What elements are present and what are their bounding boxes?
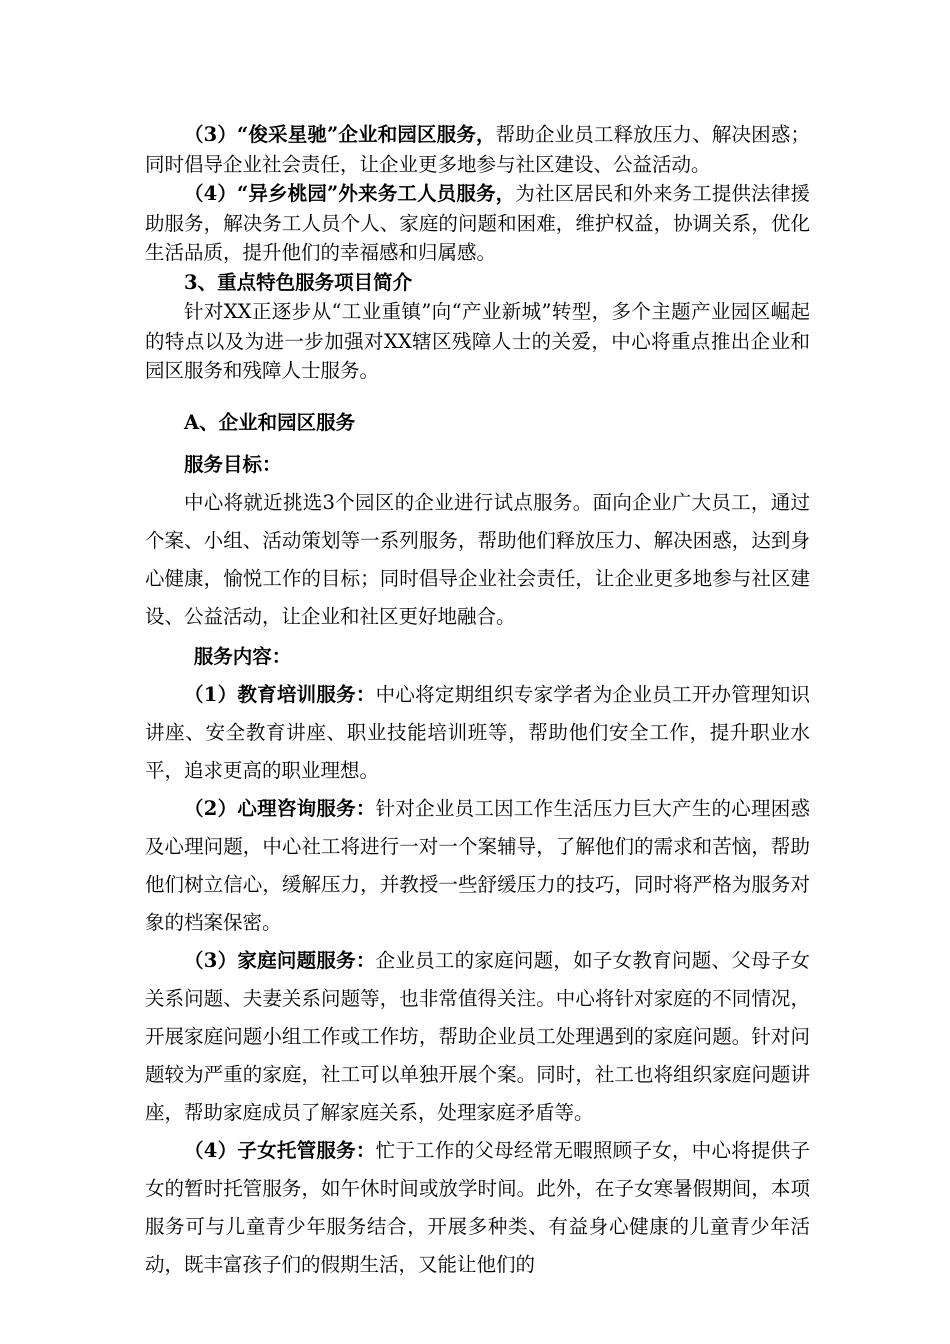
- content-item-2-body: 针对企业员工因工作生活压力巨大产生的心理困惑及心理问题，中心社工将进行一对一个案辅导，了解他们的需求和苦恼，帮助他们树立信心，缓解压力，并教授一些舒缓压力的技巧，同时将严格为服务对象的档案保密。: [145, 796, 810, 934]
- content-item-3-body: 企业员工的家庭问题，如子女教育问题、父母子女关系问题、夫妻关系问题等，也非常值得关注。中心将针对家庭的不同情况，开展家庭问题小组工作或工作坊，帮助企业员工处理遇到的家庭问题。针对问题较为严重的家庭，社工可以单独开展个案。同时，社工也将组织家庭问题讲座，帮助家庭成员了解家庭关系，处理家庭矛盾等。: [145, 948, 810, 1124]
- document-page: [145, 120, 810, 1284]
- service-item-3-lead: （3）“俊采星驰”企业和园区服务，: [184, 123, 496, 146]
- content-item-3: [145, 942, 810, 1132]
- section-3-intro: 针对XX正逐步从“工业重镇”向“产业新城”转型，多个主题产业园区崛起的特点以及为进一步加强对XX辖区残障人士的关爱，中心将重点推出企业和园区服务和残障人士服务。: [145, 300, 810, 382]
- content-item-4-lead: （4）子女托管服务：: [184, 1138, 376, 1162]
- content-item-3-lead: （3）家庭问题服务：: [184, 948, 376, 972]
- service-item-4-lead: （4）“异乡桃园”外来务工人员服务，: [184, 182, 516, 205]
- content-item-2-lead: （2）心理咨询服务：: [184, 796, 376, 820]
- section-3-heading: 3、重点特色服务项目简介: [184, 270, 413, 294]
- service-item-3: [145, 120, 810, 179]
- content-item-1-lead: （1）教育培训服务：: [184, 682, 376, 706]
- top-section: [145, 120, 810, 386]
- content-item-2: [145, 790, 810, 942]
- service-content-label: 服务内容：: [193, 644, 292, 668]
- content-item-4: [145, 1132, 810, 1284]
- service-item-4-body: 为社区居民和外来务工提供法律援助服务，解决务工人员个人、家庭的问题和困难，维护权益，协调关系，优化生活品质，提升他们的幸福感和归属感。: [145, 182, 810, 264]
- content-item-1: [145, 676, 810, 790]
- section-a-title: A、企业和园区服务: [184, 410, 356, 434]
- service-item-3-body: 帮助企业员工释放压力、解决困惑；同时倡导企业社会责任，让企业更多地参与社区建设、公益活动。: [145, 123, 810, 176]
- service-goal-label: 服务目标：: [184, 452, 282, 476]
- content-item-4-body: 忙于工作的父母经常无暇照顾子女，中心将提供子女的暂时托管服务，如午休时间或放学时间。此外，在子女寒暑假期间，本项服务可与儿童青少年服务结合，开展多种类、有益身心健康的儿童青少年活动，既丰富孩子们的假期生活，又能让他们的: [145, 1138, 810, 1276]
- content-item-1-body: 中心将定期组织专家学者为企业员工开办管理知识讲座、安全教育讲座、职业技能培训班等，帮助他们安全工作，提升职业水平，追求更高的职业理想。: [145, 682, 810, 782]
- service-goal-text: 中心将就近挑选3个园区的企业进行试点服务。面向企业广大员工，通过个案、小组、活动策划等一系列服务，帮助他们释放压力、解决困惑，达到身心健康，愉悦工作的目标；同时倡导企业社会责任，让企业更多地参与社区建设、公益活动，让企业和社区更好地融合。: [145, 490, 810, 628]
- service-item-4: [145, 179, 810, 268]
- section-a: [145, 404, 810, 1284]
